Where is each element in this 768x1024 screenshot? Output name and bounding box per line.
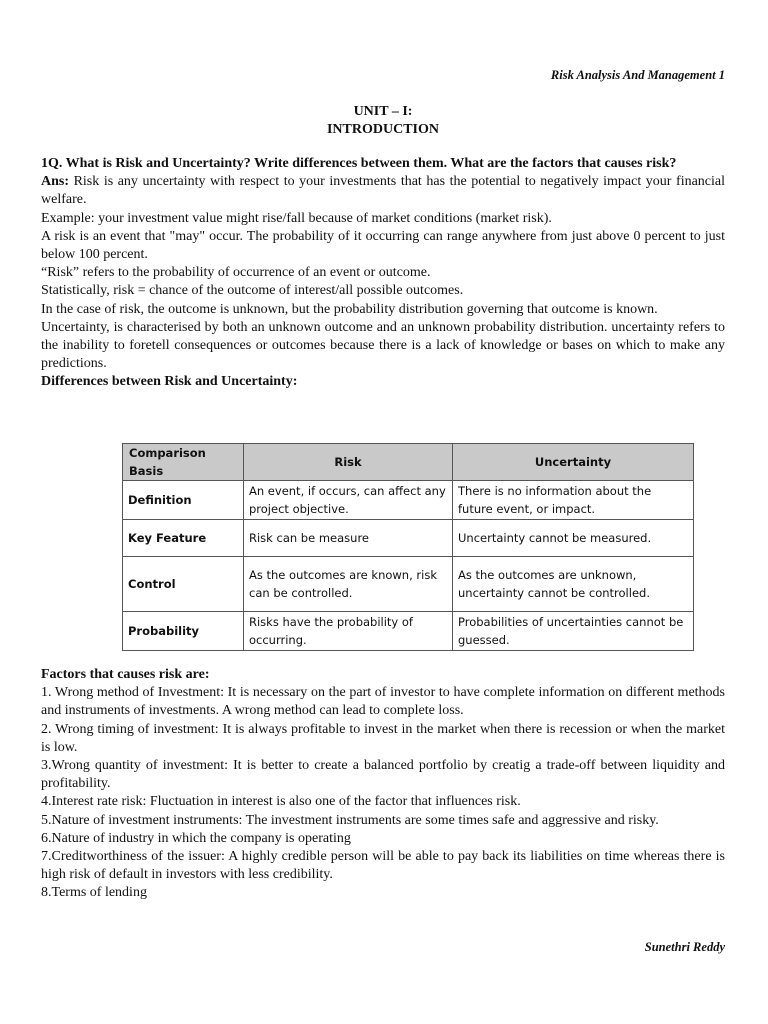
column-header: Uncertainty bbox=[453, 444, 694, 481]
table-cell: Key Feature bbox=[123, 520, 244, 557]
comparison-table-wrapper bbox=[122, 443, 694, 651]
section-title: INTRODUCTION bbox=[326, 122, 439, 137]
factors-section bbox=[41, 666, 725, 903]
factor-item: 7.Creditworthiness of the issuer: A highly credible person will be able to pay back its liabilities on time whereas there is high risk of default in investors with less credibility. bbox=[41, 849, 725, 883]
factor-item: 3.Wrong quantity of investment: It is better to create a balanced portfolio by creatig a trade-off between liquidity and profitability. bbox=[41, 758, 725, 792]
table-row bbox=[123, 520, 694, 557]
factor-item: 5.Nature of investment instruments: The investment instruments are some times safe and aggressive and risky. bbox=[41, 812, 659, 828]
unit-title bbox=[41, 103, 725, 139]
factor-item: 1. Wrong method of Investment: It is necessary on the part of investor to have complete information on different methods and instruments of investments. A wrong method can lead to complete loss. bbox=[41, 685, 725, 719]
table-cell: Probability bbox=[123, 612, 244, 651]
answer-label: Ans: bbox=[41, 174, 70, 190]
question-text: 1Q. What is Risk and Uncertainty? Write differences between them. What are the factors that causes risk? bbox=[41, 156, 677, 171]
answer-paragraph bbox=[41, 173, 725, 209]
factors-heading: Factors that causes risk are: bbox=[41, 667, 210, 682]
table-cell: As the outcomes are unknown, uncertainty cannot be controlled. bbox=[453, 557, 694, 612]
table-header-row bbox=[123, 444, 694, 481]
paragraph: Uncertainty, is characterised by both an unknown outcome and an unknown probability distribution. uncertainty refers to the inability to foretell consequences or outcomes because there is a lack of knowledge or bases on which to make any predictions. bbox=[41, 319, 725, 372]
table-row bbox=[123, 481, 694, 520]
factor-item: 8.Terms of lending bbox=[41, 885, 147, 901]
table-cell: Probabilities of uncertainties cannot be guessed. bbox=[453, 612, 694, 651]
comparison-table bbox=[122, 443, 694, 651]
running-header: Risk Analysis And Management 1 bbox=[550, 68, 725, 82]
factor-item: 4.Interest rate risk: Fluctuation in interest is also one of the factor that influences risk. bbox=[41, 794, 521, 810]
differences-heading: Differences between Risk and Uncertainty: bbox=[41, 374, 298, 390]
paragraph: Statistically, risk = chance of the outcome of interest/all possible outcomes. bbox=[41, 283, 464, 299]
table-cell: An event, if occurs, can affect any project objective. bbox=[244, 481, 453, 520]
table-cell: Control bbox=[123, 557, 244, 612]
table-cell: There is no information about the future event, or impact. bbox=[453, 481, 694, 520]
factor-item: 2. Wrong timing of investment: It is always profitable to invest in the market when there is recession or when the market is low. bbox=[41, 721, 725, 755]
table-cell: Uncertainty cannot be measured. bbox=[453, 520, 694, 557]
paragraph: A risk is an event that "may" occur. The probability of it occurring can range anywhere from just above 0 percent to just below 100 percent. bbox=[41, 228, 725, 263]
factor-item: 6.Nature of industry in which the company is operating bbox=[41, 830, 351, 846]
column-header: Comparison Basis bbox=[123, 444, 244, 481]
table-cell: Risk can be measure bbox=[244, 520, 453, 557]
answer-section bbox=[41, 155, 725, 392]
paragraph: In the case of risk, the outcome is unknown, but the probability distribution governing that outcome is known. bbox=[41, 301, 658, 317]
table-cell: Definition bbox=[123, 481, 244, 520]
paragraph: Example: your investment value might rise/fall because of market conditions (market risk). bbox=[41, 210, 552, 226]
table-row bbox=[123, 557, 694, 612]
table-row bbox=[123, 612, 694, 651]
table-cell: As the outcomes are known, risk can be controlled. bbox=[244, 557, 453, 612]
column-header: Risk bbox=[244, 444, 453, 481]
author-signature: Sunethri Reddy bbox=[644, 940, 725, 954]
paragraph: “Risk” refers to the probability of occurrence of an event or outcome. bbox=[41, 265, 431, 281]
table-cell: Risks have the probability of occurring. bbox=[244, 612, 453, 651]
unit-label: UNIT – I: bbox=[353, 104, 413, 119]
answer-text: Risk is any uncertainty with respect to your investments that has the potential to negatively impact your financial welfare. bbox=[41, 174, 725, 208]
